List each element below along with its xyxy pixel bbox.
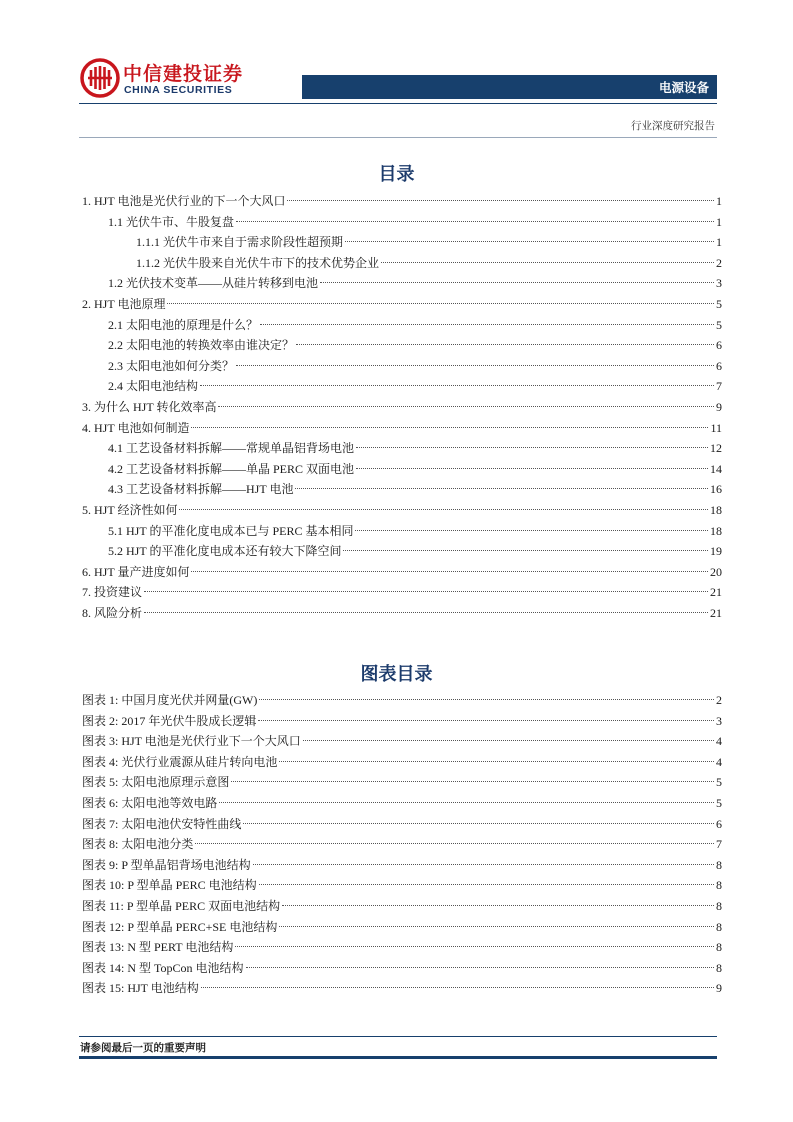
entry-page-number[interactable]: 9 [716,399,722,414]
dot-leader [259,883,714,885]
report-type: 行业深度研究报告 [631,120,715,132]
entry-label[interactable]: 图表 6: 太阳电池等效电路 [82,795,218,810]
entry-page-number[interactable]: 21 [710,605,722,620]
figure-entry[interactable] [82,711,722,732]
entry-label[interactable]: 2.3 太阳电池如何分类？ [108,358,235,373]
entry-page-number[interactable]: 6 [716,816,722,831]
entry-page-number[interactable]: 20 [710,564,722,579]
dot-leader [191,426,708,428]
entry-label[interactable]: 图表 9: P 型单晶铝背场电池结构 [82,857,251,872]
entry-label[interactable]: 图表 1: 中国月度光伏并网量(GW) [82,693,258,707]
dot-leader [295,487,708,489]
toc-entry[interactable] [82,253,722,274]
entry-label[interactable]: 图表 4: 光伏行业震源从硅片转向电池 [82,754,278,769]
dot-leader [356,446,708,448]
toc-entry[interactable] [82,459,722,480]
entry-page-number[interactable]: 5 [716,775,722,790]
dot-leader [355,529,708,531]
dot-leader [243,822,714,824]
toc-entry[interactable] [82,438,722,459]
entry-label[interactable]: 1.1.1 光伏牛市来自于需求阶段性超预期 [136,235,344,250]
toc-title: 目录 [378,164,415,185]
dot-leader [345,240,714,242]
dot-leader [279,925,714,927]
dot-leader [343,549,708,551]
entry-label[interactable]: 1.1.2 光伏牛股来自光伏牛市下的技术优势企业 [136,255,380,270]
figure-entry[interactable] [82,937,722,958]
entry-page-number[interactable]: 19 [710,544,722,559]
dot-leader [381,261,714,263]
figure-entry[interactable] [82,978,722,999]
footer-disclaimer: 请参阅最后一页的重要声明 [80,1042,206,1054]
figure-list-title: 图表目录 [360,664,433,685]
entry-page-number[interactable]: 7 [716,379,722,394]
toc-entry[interactable] [82,191,722,212]
entry-label[interactable]: 图表 8: 太阳电池分类 [82,837,194,852]
dot-leader [236,220,714,222]
figure-entry[interactable] [82,690,722,711]
dot-leader [179,508,708,510]
dot-leader [282,904,714,906]
entry-page-number[interactable]: 2 [716,255,722,270]
entry-page-number[interactable]: 3 [716,713,722,728]
figure-entry[interactable] [82,752,722,773]
dot-leader [287,199,714,201]
entry-label[interactable]: 2.1 太阳电池的原理是什么？ [108,317,259,332]
toc-entry[interactable] [82,479,722,500]
entry-page-number[interactable]: 18 [710,523,722,538]
entry-label[interactable]: 4.2 工艺设备材料拆解——单晶 PERC 双面电池 [108,461,355,476]
dot-leader [231,780,714,782]
entry-label[interactable]: 6. HJT 量产进度如何 [82,564,190,579]
china-securities-logo-icon [80,58,120,98]
entry-label[interactable]: 图表 15: HJT 电池结构 [82,981,199,996]
entry-label[interactable]: 图表 2: 2017 年光伏牛股成长逻辑 [82,713,257,728]
toc-entry[interactable] [82,273,722,294]
toc-entry[interactable] [82,356,722,377]
entry-label[interactable]: 8. 风险分析 [82,605,143,620]
entry-label[interactable]: 图表 7: 太阳电池伏安特性曲线 [82,816,242,831]
figure-entry[interactable] [82,896,722,917]
entry-page-number[interactable]: 8 [716,857,722,872]
entry-page-number[interactable]: 2 [716,693,722,707]
dot-leader [144,590,708,592]
entry-page-number[interactable]: 21 [710,585,722,600]
dot-leader [218,405,714,407]
dot-leader [320,281,714,283]
toc-entry[interactable] [82,541,722,562]
toc-entry[interactable] [82,294,722,315]
entry-page-number[interactable]: 14 [710,461,722,476]
entry-label[interactable]: 4.1 工艺设备材料拆解——常规单晶铝背场电池 [108,441,355,456]
dot-leader [167,302,714,304]
entry-label[interactable]: 图表 11: P 型单晶 PERC 双面电池结构 [82,898,281,913]
entry-page-number[interactable]: 16 [710,482,722,497]
dot-leader [259,698,714,700]
header-divider [79,103,717,104]
entry-label[interactable]: 4. HJT 电池如何制造 [82,420,190,435]
toc-entry[interactable] [82,500,722,521]
figure-entry[interactable] [82,731,722,752]
entry-label[interactable]: 2. HJT 电池原理 [82,296,166,311]
logo-chinese-name: 中信建投证券 [123,63,244,85]
table-of-contents [82,191,722,623]
entry-page-number[interactable]: 1 [716,214,722,229]
footer-bar [79,1056,717,1059]
entry-page-number[interactable]: 3 [716,276,722,291]
entry-label[interactable]: 7. 投资建议 [82,585,143,600]
dot-leader [200,384,714,386]
entry-label[interactable]: 2.4 太阳电池结构 [108,379,199,394]
entry-page-number[interactable]: 18 [710,502,722,517]
dot-leader [356,467,708,469]
entry-page-number[interactable]: 8 [716,960,722,975]
entry-page-number[interactable]: 7 [716,837,722,852]
figure-entry[interactable] [82,772,722,793]
dot-leader [219,801,714,803]
figure-list [82,690,722,999]
company-logo [80,58,250,102]
dot-leader [279,760,714,762]
dot-leader [191,570,708,572]
figure-entry[interactable] [82,834,722,855]
toc-entry[interactable] [82,603,722,624]
entry-page-number[interactable]: 8 [716,898,722,913]
header-category-bar [302,75,717,99]
figure-entry[interactable] [82,855,722,876]
entry-label[interactable]: 1. HJT 电池是光伏行业的下一个大风口 [82,194,286,208]
dot-leader [253,863,714,865]
dot-leader [296,343,714,345]
footer-divider [79,1036,717,1037]
entry-page-number[interactable]: 9 [716,981,722,996]
entry-page-number[interactable]: 1 [716,235,722,250]
dot-leader [235,945,714,947]
dot-leader [195,842,714,844]
entry-label[interactable]: 5. HJT 经济性如何 [82,502,178,517]
toc-entry[interactable] [82,315,722,336]
entry-label[interactable]: 图表 3: HJT 电池是光伏行业下一个大风口 [82,734,301,749]
entry-page-number[interactable]: 12 [710,441,722,456]
figure-entry[interactable] [82,958,722,979]
figure-entry[interactable] [82,917,722,938]
header-divider-thin [79,137,717,138]
entry-label[interactable]: 图表 12: P 型单晶 PERC+SE 电池结构 [82,919,278,934]
entry-label[interactable]: 4.3 工艺设备材料拆解——HJT 电池 [108,482,294,497]
figure-entry[interactable] [82,793,722,814]
logo-english-name: CHINA SECURITIES [124,84,233,96]
toc-entry[interactable] [82,212,722,233]
entry-page-number[interactable]: 8 [716,919,722,934]
entry-label[interactable]: 图表 10: P 型单晶 PERC 电池结构 [82,878,257,893]
entry-label[interactable]: 3. 为什么 HJT 转化效率高 [82,399,217,414]
entry-label[interactable]: 5.2 HJT 的平准化度电成本还有较大下降空间 [108,544,342,559]
entry-label[interactable]: 1.2 光伏技术变革——从硅片转移到电池 [108,276,319,291]
dot-leader [258,719,714,721]
entry-page-number[interactable]: 5 [716,296,722,311]
dot-leader [303,739,714,741]
entry-page-number[interactable]: 5 [716,317,722,332]
dot-leader [260,323,714,325]
dot-leader [201,986,714,988]
toc-entry[interactable] [82,376,722,397]
entry-page-number[interactable]: 11 [710,420,722,435]
entry-label[interactable]: 图表 13: N 型 PERT 电池结构 [82,940,234,955]
entry-page-number[interactable]: 1 [716,194,722,208]
toc-entry[interactable] [82,232,722,253]
entry-page-number[interactable]: 8 [716,940,722,955]
toc-entry[interactable] [82,335,722,356]
toc-entry[interactable] [82,397,722,418]
toc-entry[interactable] [82,521,722,542]
toc-entry[interactable] [82,582,722,603]
figure-entry[interactable] [82,875,722,896]
toc-entry[interactable] [82,418,722,439]
toc-entry[interactable] [82,562,722,583]
entry-page-number[interactable]: 6 [716,338,722,353]
entry-label[interactable]: 1.1 光伏牛市、牛股复盘 [108,214,235,229]
industry-category: 电源设备 [658,80,709,95]
entry-page-number[interactable]: 4 [716,734,722,749]
entry-label[interactable]: 图表 5: 太阳电池原理示意图 [82,775,230,790]
dot-leader [246,966,715,968]
entry-label[interactable]: 2.2 太阳电池的转换效率由谁决定？ [108,338,295,353]
entry-label[interactable]: 5.1 HJT 的平准化度电成本已与 PERC 基本相同 [108,523,354,538]
entry-label[interactable]: 图表 14: N 型 TopCon 电池结构 [82,960,244,975]
entry-page-number[interactable]: 6 [716,358,722,373]
entry-page-number[interactable]: 4 [716,754,722,769]
figure-entry[interactable] [82,814,722,835]
dot-leader [236,364,714,366]
entry-page-number[interactable]: 5 [716,795,722,810]
entry-page-number[interactable]: 8 [716,878,722,893]
dot-leader [144,611,708,613]
